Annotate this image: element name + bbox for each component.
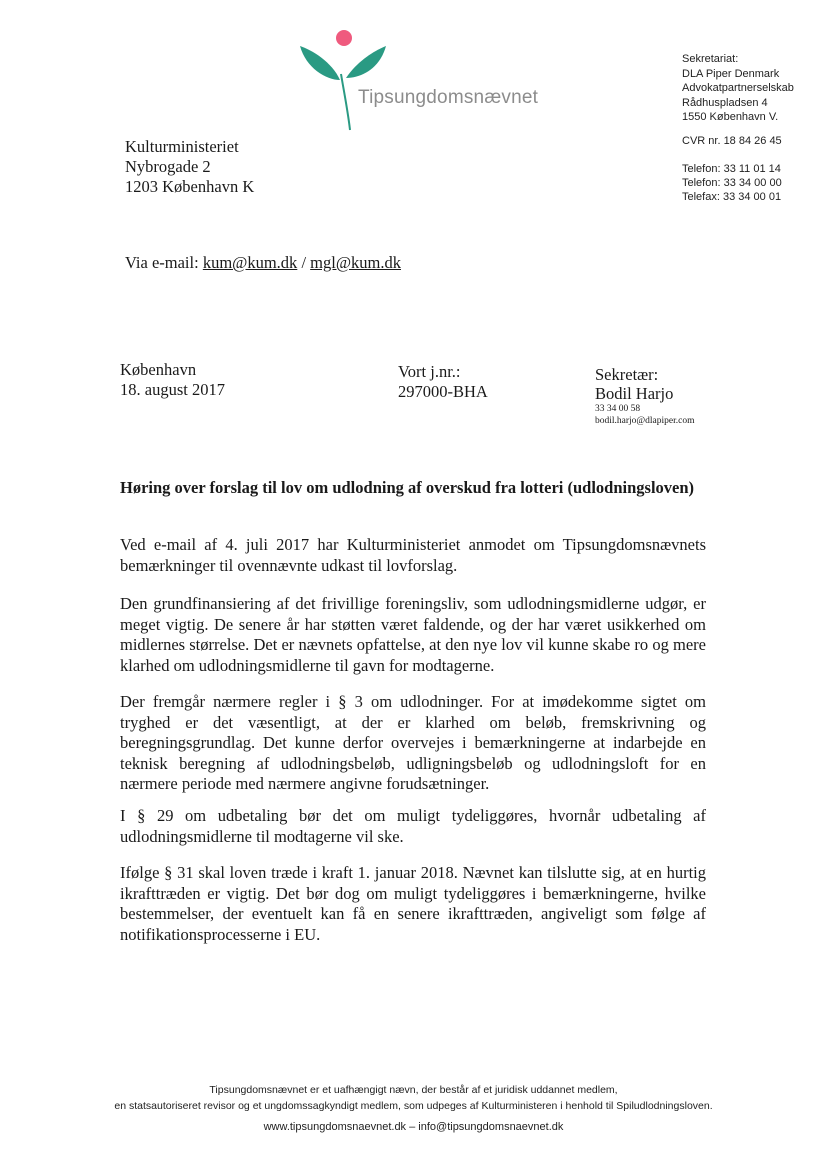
recipient-address [125, 137, 254, 197]
phone-line: Telefon: 33 11 01 14 [682, 163, 781, 175]
secretary-email: bodil.harjo@dlapiper.com [595, 416, 695, 426]
recipient-line: 1203 København K [125, 177, 255, 196]
secretariat-line: Sekretariat: [682, 53, 739, 65]
recipient-line: Kulturministeriet [125, 137, 239, 156]
secretary-phone: 33 34 00 58 [595, 404, 641, 414]
tipsungdomsnaevnet-logo-icon [298, 28, 388, 132]
body-paragraph: I § 29 om udbetaling bør det om muligt tydeliggøres, hvornår udbetaling af udlodningsmidlerne til modtagerne vil ske. [120, 806, 706, 846]
secretariat-line: Rådhuspladsen 4 [682, 96, 768, 109]
secretariat-line: Advokatpartnerselskab [682, 82, 794, 94]
fax-line: Telefax: 33 34 00 01 [682, 191, 782, 203]
reference-number [398, 362, 488, 402]
body-paragraph: Der fremgår nærmere regler i § 3 om udlodninger. For at imødekomme sigtet om tryghed er det væsentligt, at der er klarhed om beløb, fremskrivning og beregningsgrundlag. Det kunne derfor overvejes i bemærkningerne at indarbejde en teknisk beregning af udlodningsbeløb, udligningsbeløb og udlodningsloft for en nærmere periode med nærmere angivne forudsætninger. [120, 692, 706, 793]
place-and-date [120, 360, 225, 400]
secretariat-line: 1550 København V. [682, 111, 779, 123]
secretariat-line: DLA Piper Denmark [682, 67, 780, 80]
page-footer [40, 1083, 787, 1136]
secretary-name: Bodil Harjo [595, 384, 674, 403]
via-email-line [125, 253, 401, 273]
reference-value: 297000-BHA [398, 382, 488, 401]
email-separator: / [297, 253, 311, 272]
place: København [120, 360, 197, 379]
email-link-mgl[interactable]: mgl@kum.dk [310, 253, 401, 272]
phone-numbers [682, 162, 782, 204]
via-prefix: Via e-mail: [125, 253, 203, 272]
footer-web-contact: www.tipsungdomsnaevnet.dk – info@tipsungdomsnaevnet.dk [263, 1121, 564, 1133]
footer-line: Tipsungdomsnævnet er et uafhængigt nævn, der består af et juridisk uddannet medlem, [209, 1084, 618, 1096]
letter-date: 18. august 2017 [120, 380, 225, 399]
recipient-line: Nybrogade 2 [125, 157, 211, 176]
secretariat-address [682, 52, 794, 125]
reference-label: Vort j.nr.: [398, 362, 461, 381]
logo-wordmark: Tipsungdomsnævnet [358, 87, 539, 108]
footer-line: en statsautoriseret revisor og et ungdomssagkyndigt medlem, som udpeges af Kulturministeren i henhold til Spiludlodningsloven. [114, 1099, 713, 1112]
letter-subject: Høring over forslag til lov om udlodning af overskud fra lotteri (udlodningsloven) [120, 478, 695, 497]
secretary-contact [595, 365, 695, 427]
cvr-number: CVR nr. 18 84 26 45 [682, 135, 782, 147]
body-paragraph: Ifølge § 31 skal loven træde i kraft 1. januar 2018. Nævnet kan tilslutte sig, at en hurtig ikrafttræden er vigtig. Det bør dog om muligt tydeliggøres i bemærkningerne, hvilke bestemmelser, der eventuelt kan få en senere ikrafttræden, angiveligt som følge af notifikationsprocesserne i EU. [120, 863, 706, 944]
secretary-label: Sekretær: [595, 365, 659, 384]
body-paragraph: Den grundfinansiering af det frivillige foreningsliv, som udlodningsmidlerne udgør, er meget vigtig. De senere år har støtten været faldende, og der har været usikkerhed om midlernes størrelse. Det er nævnets opfattelse, at den nye lov vil kunne skabe ro og mere klarhed om udlodningsmidlerne til gavn for modtagerne. [120, 594, 706, 675]
email-link-kum[interactable]: kum@kum.dk [202, 253, 298, 272]
phone-line: Telefon: 33 34 00 00 [682, 177, 782, 189]
body-paragraph: Ved e-mail af 4. juli 2017 har Kulturministeriet anmodet om Tipsungdomsnævnets bemærkninger til ovennævnte udkast til lovforslag. [120, 535, 706, 575]
